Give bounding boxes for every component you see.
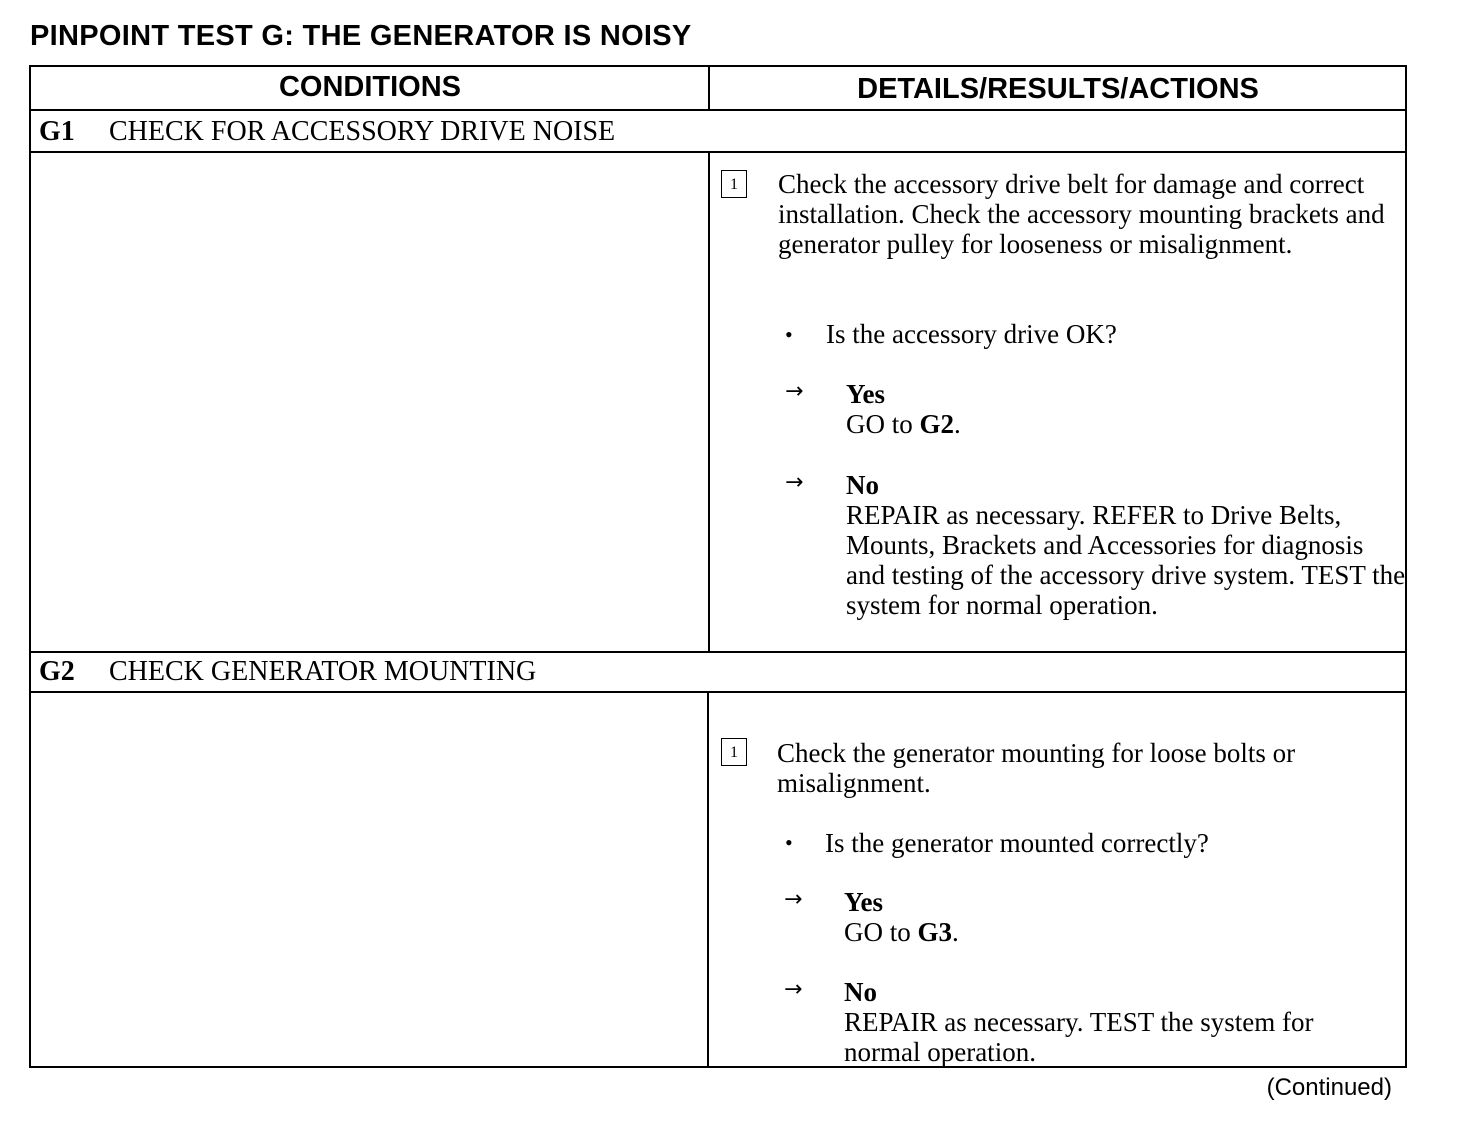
g2-no-result [844,977,1384,1067]
g1-title-rule [31,151,1405,153]
yes-label: Yes [846,379,885,409]
g2-yes-result [844,887,1384,947]
step-title-text: CHECK FOR ACCESSORY DRIVE NOISE [109,116,616,147]
step-title-g1 [39,116,615,148]
g1-no-result [846,470,1406,620]
no-label: No [844,977,877,1007]
g1-yes-result [846,379,1386,439]
pinpoint-test-table [29,65,1407,1068]
g1-column-divider [708,152,710,652]
step-title-g2 [39,656,536,688]
bullet-icon: • [785,830,793,855]
g2-title-rule [31,691,1405,693]
conditions-header: CONDITIONS [278,71,462,103]
continued-note: (Continued) [1266,1074,1392,1101]
step-number-box: 1 [721,738,747,766]
goto-target: G2 [919,409,955,439]
g1-question: Is the accessory drive OK? [826,319,1117,349]
details-header: DETAILS/RESULTS/ACTIONS [857,73,1259,105]
yes-action: GO to G2. [846,409,961,439]
g2-question: Is the generator mounted correctly? [825,828,1209,858]
arrow-right-icon: → [785,470,804,495]
yes-action: GO to G3. [844,917,959,947]
step-id: G2 [39,656,75,687]
arrow-right-icon: → [784,977,803,1002]
step-title-text: CHECK GENERATOR MOUNTING [109,656,537,687]
no-label: No [846,470,879,500]
g1-instruction: Check the accessory drive belt for damage and correct installation. Check the accessory mounting brackets and generator pulley for looseness or misalignment. [778,169,1385,259]
step-number-box: 1 [721,170,747,198]
arrow-right-icon: → [785,379,804,404]
g1-bottom-rule [31,651,1405,653]
no-action: REPAIR as necessary. TEST the system for normal operation. [844,1007,1314,1067]
bullet-icon: • [785,322,793,347]
step-id: G1 [39,116,75,147]
no-action: REPAIR as necessary. REFER to Drive Belts, Mounts, Brackets and Accessories for diagnosis and testing of the accessory drive system. TEST the system for normal operation. [846,500,1406,620]
header-divider [708,67,710,110]
arrow-right-icon: → [784,887,803,912]
g2-instruction: Check the generator mounting for loose bolts or misalignment. [777,738,1296,798]
goto-target: G3 [917,917,953,947]
header-bottom-rule [31,109,1405,111]
yes-label: Yes [844,887,883,917]
g2-column-divider [707,692,709,1068]
page-title: PINPOINT TEST G: THE GENERATOR IS NOISY [30,20,692,52]
